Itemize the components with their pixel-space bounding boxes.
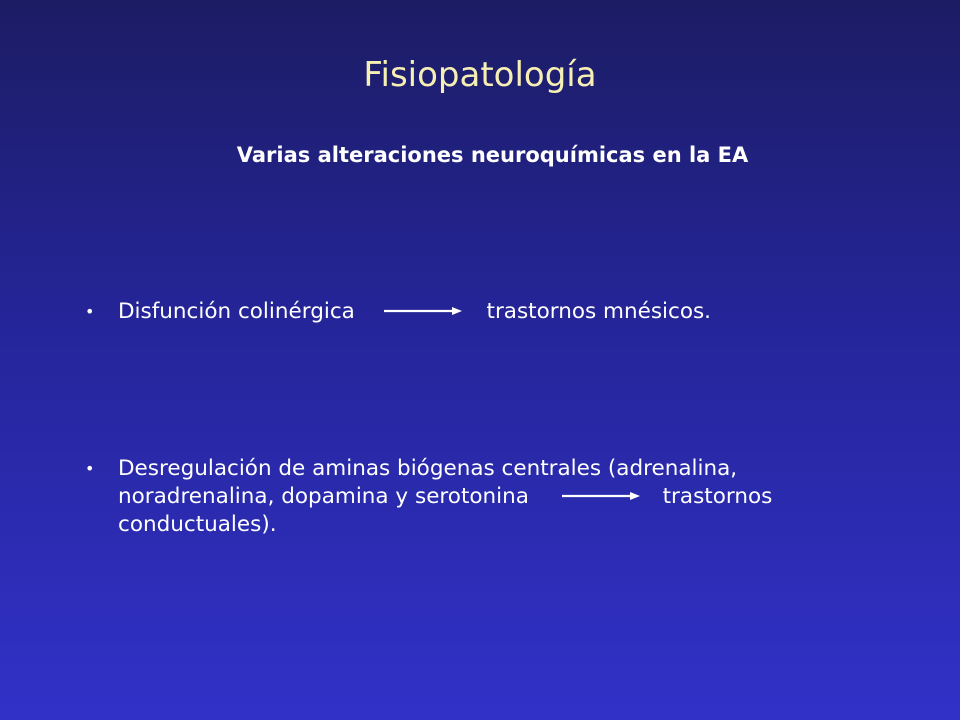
bullet-text	[118, 298, 908, 326]
bullet-line-before: noradrenalina, dopamina y serotonina	[118, 484, 529, 509]
bullet-marker: •	[85, 459, 95, 478]
bullet-line	[118, 455, 908, 483]
bullet-line-after: trastornos mnésicos.	[486, 299, 712, 324]
bullet-line	[118, 511, 908, 539]
bullet-line-before: conductuales).	[118, 512, 277, 537]
bullet-line	[118, 298, 908, 326]
right-arrow-icon	[562, 490, 642, 502]
bullet-text	[118, 455, 908, 539]
bullet-line-before: Disfunción colinérgica	[118, 299, 355, 324]
slide-subtitle: Varias alteraciones neuroquímicas en la EA	[236, 143, 749, 167]
right-arrow-icon	[384, 305, 464, 317]
bullet-marker: •	[85, 302, 95, 321]
bullet-line-before: Desregulación de aminas biógenas centrales (adrenalina,	[118, 456, 738, 481]
slide-title: Fisiopatología	[363, 55, 597, 95]
bullet-line	[118, 483, 908, 511]
bullet-line-after: trastornos	[662, 484, 773, 509]
